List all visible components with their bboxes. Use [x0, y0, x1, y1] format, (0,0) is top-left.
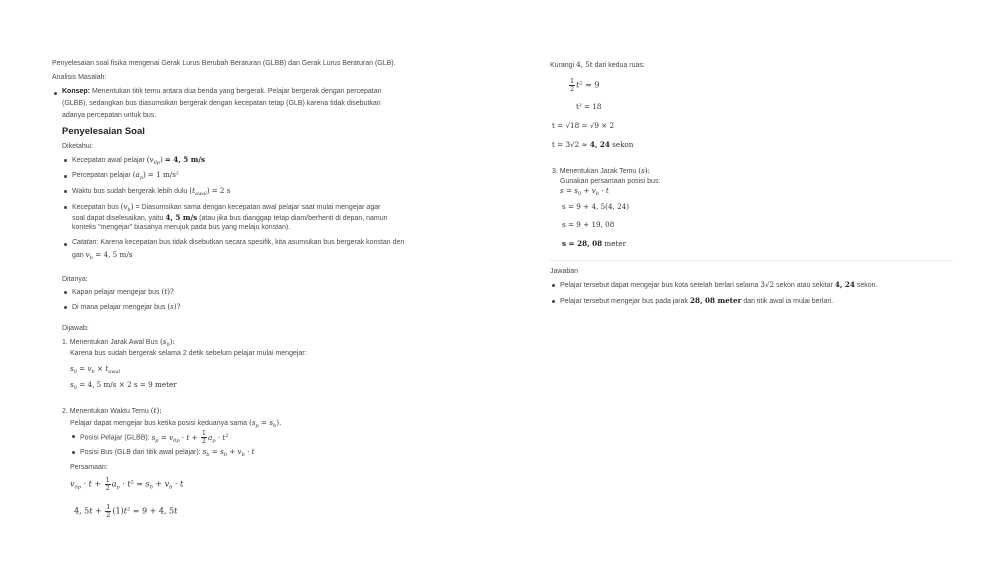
answer-text: sekon atau sekitar [776, 282, 833, 289]
step3-eq2: s = 9 + 4, 5(4, 24) [562, 202, 630, 211]
step2-bullet-1: Posisi Pelajar (GLBB): $s_p = v_{0p} \cdot t$ + $\frac{1}{2}$ $a_p \cdot t^2$ [80, 429, 229, 445]
subtract-line [550, 60, 645, 69]
known-item-1: Kecepatan awal pelajar $(v_{0p}) = 4$, 5 m/s [72, 155, 206, 166]
step1-title-text: 1. Menentukan Jarak Awal Bus [62, 339, 158, 346]
step3-eq1: $s = s_0 + v_b \cdot t$ [560, 186, 609, 197]
answered-label: Dijawab: [62, 325, 89, 332]
eq-result [552, 140, 633, 149]
asked-label: Ditanya: [62, 276, 88, 283]
known-item-4-line-2 [72, 213, 388, 222]
step1-eq2: $s_0 = 4$, 5 m/s × 2 s = 9 meter [70, 380, 177, 391]
step2-text-body: Pelajar dapat mengejar bus ketika posisi keduanya sama [70, 420, 248, 427]
step1-eq1: $s_0 = v_b \times t_{awal}$ [70, 364, 121, 375]
asked-item-2: Di mana pelajar mengejar bus (s)? [72, 302, 181, 311]
bullet-dot [64, 175, 67, 178]
answer-value: 4, 24 [834, 280, 855, 289]
asked-text: Di mana pelajar mengejar bus [72, 304, 166, 311]
answer-item-2 [560, 296, 833, 305]
step1-eq2-value: = 4, 5 m/s × 2 s = 9 meter [79, 380, 177, 389]
bullet-dot [64, 243, 67, 246]
asked-text: Kapan pelajar mengejar bus [72, 289, 160, 296]
step1-title: 1. Menentukan Jarak Awal Bus $(s_0)$: [62, 337, 175, 348]
bullet-dot [72, 435, 75, 438]
step2-title: 2. Menentukan Waktu Temu (t): [62, 406, 162, 415]
equation-label: Persamaan: [70, 464, 108, 471]
subtract-text: Kurangi [550, 62, 575, 69]
concept-label: Konsep: [62, 88, 90, 95]
step2-bullet-2: Posisi Bus (GLB dari titik awal pelajar): $s_b = s_0 + v_b \cdot t$ [80, 447, 255, 458]
answer-text: Pelajar tersebut mengejar bus pada jarak [560, 298, 689, 305]
step3-eq4-value: s = 28, 08 [562, 239, 603, 248]
note-text: gan [72, 252, 84, 259]
equation-1: $v_{0p} \cdot t$ + $\frac{1}{2}$ $a_p \cdot t^2 = s_0 + v_b \cdot t$ [70, 476, 184, 492]
step1-text: Karena bus sudah bergerak selama 2 detik sebelum pelajar mulai mengejar: [70, 350, 307, 357]
step3-eq4-unit: meter [604, 239, 627, 248]
bullet-dot [64, 159, 67, 162]
step2-b1-text: Posisi Pelajar (GLBB): [80, 434, 150, 442]
bullet-dot [64, 206, 67, 209]
concept-line-3: adanya percepatan untuk bus. [62, 112, 157, 119]
known-item-2: Percepatan pelajar $(a_p) = 1$ m/s² [72, 170, 179, 181]
eq-t2: t² = 18 [576, 102, 602, 111]
divider [550, 260, 953, 261]
step2-b2-text: Posisi Bus (GLB dari titik awal pelajar): [80, 449, 201, 456]
known-text: Kecepatan bus [72, 204, 119, 211]
step3-title-text: 3. Menentukan Jarak Temu [552, 168, 637, 175]
answer-value: 28, 08 meter [689, 296, 742, 305]
step3-title: 3. Menentukan Jarak Temu (s): [552, 166, 651, 175]
concept-line-2: (GLBB), sedangkan bus diasumsikan bergerak dengan kecepatan tetap (GLB) karena tidak disebutkan [62, 100, 381, 107]
note-line-1 [72, 239, 404, 246]
known-value: = 2 s [211, 186, 231, 195]
answer-text: sekon. [856, 282, 878, 289]
answer-item-1: Pelajar tersebut dapat mengejar bus kota setelah berlari selama 3√2 sekon atau sekitar 4, 24 sekon. [560, 280, 878, 289]
note-label: Catatan: [72, 239, 99, 246]
known-label: Diketahui: [62, 143, 94, 150]
bullet-dot [64, 291, 67, 294]
concept-line-1 [62, 88, 381, 95]
eq-sqrt: t = √18 = √9 × 2 [552, 121, 615, 130]
note-math: $v_b = 4$, 5 m/s [85, 250, 133, 261]
intro-text: Penyelesaian soal fisika mengenai Gerak Lurus Berubah Beraturan (GLBB) dan Gerak Lurus Beraturan (GLB). [52, 60, 396, 67]
note-line-2 [72, 250, 132, 261]
asked-item-1: Kapan pelajar mengejar bus (t)? [72, 287, 174, 296]
known-item-4: Kecepatan bus $(v_b)$ = Diasumsikan sama dengan kecepatan awal pelajar saat mulai mengejar agar [72, 202, 381, 213]
known-value: 4, 5 m/s [165, 213, 198, 222]
answer-text: dari titik awal ia mulai berlari. [743, 298, 834, 305]
eq-result-unit: sekon [612, 140, 634, 149]
known-text: Waktu bus sudah bergerak lebih dulu [72, 188, 188, 195]
bullet-dot [64, 306, 67, 309]
analysis-label: Analisis Masalah: [52, 74, 107, 81]
step3-eq3: s = 9 + 19, 08 [562, 220, 615, 229]
bullet-dot [552, 284, 555, 287]
known-item-4-line-3: konteks "mengejar" biasanya merujuk pada bus yang melaju konstan). [72, 224, 291, 231]
known-text: soal dapat diselesaikan, yaitu [72, 215, 164, 222]
subtract-math: 4, 5t [576, 60, 593, 69]
note-text: Karena kecepatan bus tidak disebutkan secara spesifik, kita asumsikan bus bergerak konstan den [100, 239, 405, 246]
known-text: Kecepatan awal pelajar [72, 157, 145, 164]
concept-text: Menentukan titik temu antara dua benda yang bergerak. Pelajar bergerak dengan percepatan [91, 88, 382, 95]
step2-text: Pelajar dapat mengejar bus ketika posisi keduanya sama $(s_p = s_b)$. [70, 418, 282, 429]
known-text: (atau jika bus dianggap tetap diam/berhenti di depan, namun [199, 215, 388, 222]
known-text: = Diasumsikan sama dengan kecepatan awal pelajar saat mulai mengejar agar [135, 204, 381, 211]
eq-result-value: 4, 24 [589, 140, 610, 149]
eq-half-t2: $\frac{1}{2}$ $t^2 = 9$ [570, 77, 600, 93]
known-value: = 1 m/s² [147, 170, 179, 179]
equation-2: 4, 5t + $\frac{1}{2}$ $(1)t^2 = 9 + 4$, 5t [74, 503, 178, 519]
known-text: Percepatan pelajar [72, 172, 131, 179]
subtract-suffix: dari kedua ruas: [594, 62, 645, 69]
known-value: = 4, 5 m/s [164, 155, 206, 164]
step3-text: Gunakan persamaan posisi bus: [560, 178, 661, 185]
bullet-dot [54, 92, 57, 95]
eq-result-text: t = 3√2 ≈ [552, 140, 588, 149]
solution-heading: Penyelesaian Soal [62, 126, 145, 137]
bullet-dot [72, 451, 75, 454]
bullet-dot [552, 300, 555, 303]
answer-text: Pelajar tersebut dapat mengejar bus kota setelah berlari selama [560, 282, 759, 289]
step2-title-text: 2. Menentukan Waktu Temu [62, 408, 149, 415]
known-item-3: Waktu bus sudah bergerak lebih dulu $(t_{awal}) = 2$ s [72, 186, 231, 197]
step3-eq4 [562, 239, 626, 248]
answer-label: Jawaban [550, 268, 579, 275]
bullet-dot [64, 190, 67, 193]
